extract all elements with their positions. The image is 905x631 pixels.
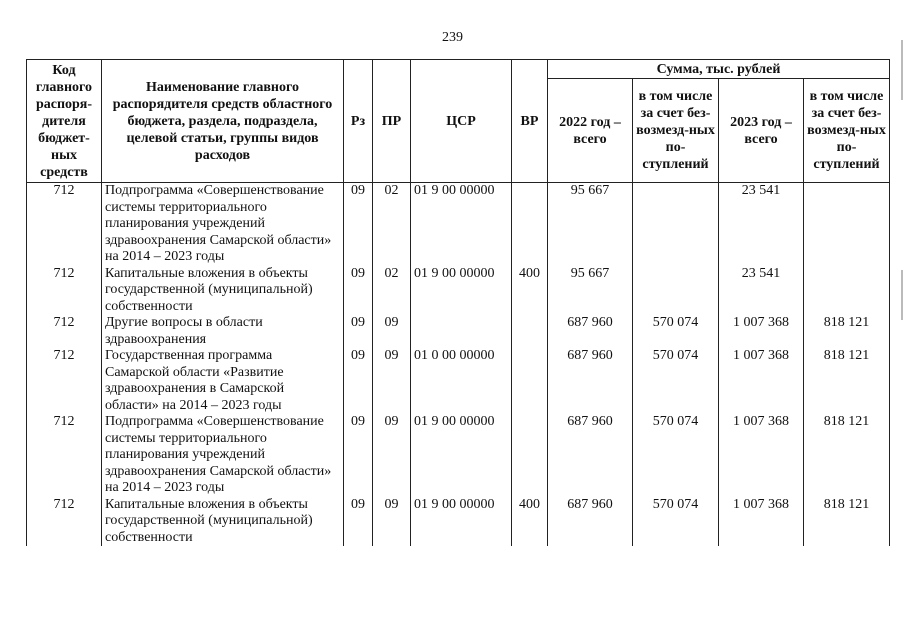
cell-incl-2023: 818 121: [804, 497, 890, 547]
cell-pr: 09: [373, 414, 411, 497]
cell-incl-2023: 818 121: [804, 414, 890, 497]
cell-total-2023: 1 007 368: [719, 315, 804, 348]
cell-csr: 01 9 00 00000: [411, 183, 512, 266]
cell-total-2022: 95 667: [548, 183, 633, 266]
cell-incl-2022: 570 074: [633, 414, 719, 497]
cell-code: 712: [27, 497, 102, 547]
cell-total-2023: 1 007 368: [719, 497, 804, 547]
cell-code: 712: [27, 266, 102, 316]
cell-name: Капитальные вложения в объекты государственной (муниципальной) собственности: [102, 497, 344, 547]
cell-csr: 01 9 00 00000: [411, 414, 512, 497]
cell-incl-2022: [633, 266, 719, 316]
cell-incl-2022: 570 074: [633, 497, 719, 547]
cell-pr: 09: [373, 497, 411, 547]
cell-pr: 02: [373, 266, 411, 316]
page-number: 239: [442, 30, 463, 45]
cell-pr: 09: [373, 315, 411, 348]
cell-total-2023: 1 007 368: [719, 348, 804, 414]
cell-total-2022: 687 960: [548, 315, 633, 348]
header-csr: ЦСР: [411, 60, 512, 183]
cell-pr: 02: [373, 183, 411, 266]
cell-vr: [512, 414, 548, 497]
table-row: [27, 497, 890, 547]
cell-incl-2023: 818 121: [804, 348, 890, 414]
budget-table: [26, 59, 890, 546]
cell-name: Капитальные вложения в объекты государственной (муниципальной) собственности: [102, 266, 344, 316]
cell-vr: 400: [512, 497, 548, 547]
cell-vr: 400: [512, 266, 548, 316]
header-name: Наименование главного распорядителя средств областного бюджета, раздела, подраздела, целевой статьи, группы видов расходов: [102, 60, 344, 183]
cell-rz: 09: [344, 183, 373, 266]
cell-csr: 01 9 00 00000: [411, 497, 512, 547]
header-sum-group: Сумма, тыс. рублей: [548, 60, 890, 79]
cell-code: 712: [27, 183, 102, 266]
table-row: [27, 266, 890, 316]
cell-code: 712: [27, 414, 102, 497]
header-code: Код главного распоря-дителя бюджет-ных средств: [27, 60, 102, 183]
header-incl-2023: в том числе за счет без-возмезд-ных по-ступлений: [804, 79, 890, 183]
table-row: [27, 183, 890, 266]
cell-total-2022: 687 960: [548, 497, 633, 547]
cell-csr: [411, 315, 512, 348]
cell-rz: 09: [344, 266, 373, 316]
scan-edge-mark: [901, 40, 903, 100]
cell-incl-2023: [804, 183, 890, 266]
table-row: [27, 348, 890, 414]
header-incl-2022: в том числе за счет без-возмезд-ных по-ступлений: [633, 79, 719, 183]
cell-rz: 09: [344, 497, 373, 547]
cell-incl-2023: [804, 266, 890, 316]
cell-name: Подпрограмма «Совершенствование системы территориального планирования учреждений здравоохранения Самарской области» на 2014 – 2023 годы: [102, 183, 344, 266]
cell-rz: 09: [344, 315, 373, 348]
table-body: [27, 183, 890, 547]
cell-incl-2022: [633, 183, 719, 266]
table-row: [27, 315, 890, 348]
cell-code: 712: [27, 348, 102, 414]
cell-name: Другие вопросы в области здравоохранения: [102, 315, 344, 348]
cell-vr: [512, 348, 548, 414]
cell-csr: 01 9 00 00000: [411, 266, 512, 316]
header-vr: ВР: [512, 60, 548, 183]
header-pr: ПР: [373, 60, 411, 183]
cell-csr: 01 0 00 00000: [411, 348, 512, 414]
cell-rz: 09: [344, 414, 373, 497]
cell-rz: 09: [344, 348, 373, 414]
header-rz: Рз: [344, 60, 373, 183]
cell-total-2022: 687 960: [548, 414, 633, 497]
cell-code: 712: [27, 315, 102, 348]
cell-total-2023: 23 541: [719, 266, 804, 316]
cell-vr: [512, 315, 548, 348]
cell-incl-2022: 570 074: [633, 315, 719, 348]
header-total-2022: 2022 год – всего: [548, 79, 633, 183]
cell-vr: [512, 183, 548, 266]
table-header: [27, 60, 890, 183]
scan-edge-mark: [901, 270, 903, 320]
table-row: [27, 414, 890, 497]
cell-incl-2023: 818 121: [804, 315, 890, 348]
cell-name: Подпрограмма «Совершенствование системы территориального планирования учреждений здравоохранения Самарской области» на 2014 – 2023 годы: [102, 414, 344, 497]
cell-name: Государственная программа Самарской области «Развитие здравоохранения в Самарской области» на 2014 – 2023 годы: [102, 348, 344, 414]
cell-total-2023: 1 007 368: [719, 414, 804, 497]
cell-pr: 09: [373, 348, 411, 414]
header-total-2023: 2023 год – всего: [719, 79, 804, 183]
cell-total-2022: 95 667: [548, 266, 633, 316]
cell-incl-2022: 570 074: [633, 348, 719, 414]
cell-total-2022: 687 960: [548, 348, 633, 414]
cell-total-2023: 23 541: [719, 183, 804, 266]
